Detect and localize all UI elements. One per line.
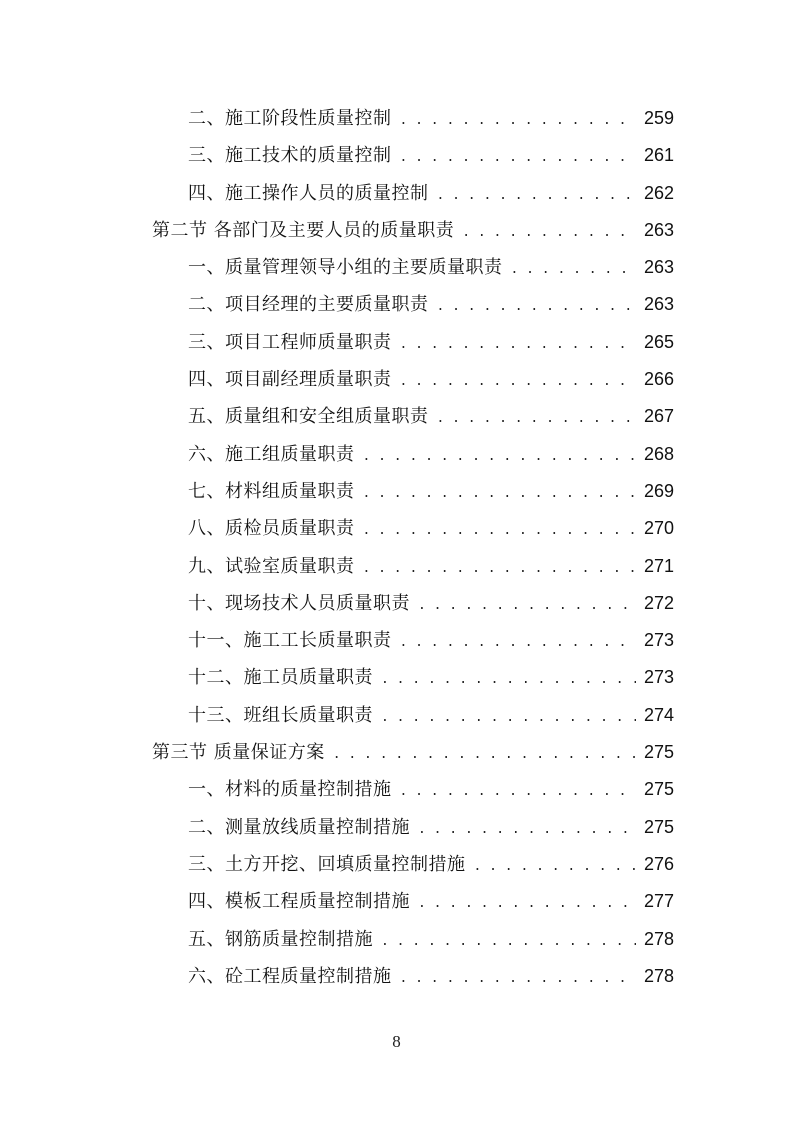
toc-entry-page: 272 xyxy=(643,592,674,613)
toc-entry[interactable] xyxy=(152,175,674,212)
toc-entry[interactable] xyxy=(152,921,674,958)
toc-entry-page: 273 xyxy=(643,630,674,651)
toc-entry-title: 六、施工组质量职责 xyxy=(188,443,355,465)
toc-entry-page: 278 xyxy=(643,928,674,949)
toc-section-entry[interactable] xyxy=(152,734,674,771)
table-of-contents xyxy=(152,100,674,995)
toc-dot-leader xyxy=(462,214,636,251)
toc-entry-page: 271 xyxy=(643,555,674,576)
toc-dot-leader xyxy=(400,139,637,176)
toc-entry[interactable] xyxy=(152,137,674,174)
toc-entry[interactable] xyxy=(152,473,674,510)
toc-entry-page: 259 xyxy=(643,108,674,128)
toc-entry-page: 275 xyxy=(643,742,674,763)
toc-entry-page: 278 xyxy=(643,965,674,986)
toc-entry[interactable] xyxy=(152,436,674,473)
toc-dot-leader xyxy=(400,102,637,139)
toc-dot-leader xyxy=(474,848,637,885)
toc-entry-title: 二、施工阶段性质量控制 xyxy=(188,108,392,129)
toc-entry[interactable] xyxy=(152,883,674,920)
toc-entry-page: 265 xyxy=(643,331,674,352)
toc-entry-title: 四、施工操作人员的质量控制 xyxy=(188,182,429,204)
toc-entry-title: 三、施工技术的质量控制 xyxy=(188,145,392,167)
toc-entry-page: 270 xyxy=(643,518,674,539)
toc-dot-leader xyxy=(381,661,636,698)
toc-entry[interactable] xyxy=(152,361,674,398)
toc-entry-title: 一、材料的质量控制措施 xyxy=(188,779,392,801)
toc-entry-title: 七、材料组质量职责 xyxy=(188,480,355,502)
toc-dot-leader xyxy=(363,438,637,475)
toc-entry-page: 266 xyxy=(643,369,674,390)
toc-entry-title: 九、试验室质量职责 xyxy=(188,555,355,577)
toc-dot-leader xyxy=(418,885,636,922)
toc-entry-page: 263 xyxy=(643,294,674,315)
toc-entry-title: 四、模板工程质量控制措施 xyxy=(188,891,410,913)
toc-entry-title: 二、测量放线质量控制措施 xyxy=(188,816,410,838)
toc-entry-page: 262 xyxy=(643,182,674,203)
toc-dot-leader xyxy=(363,512,637,549)
toc-entry-title: 四、项目副经理质量职责 xyxy=(188,369,392,391)
toc-entry[interactable] xyxy=(152,585,674,622)
toc-entry-page: 263 xyxy=(643,257,674,278)
toc-dot-leader xyxy=(363,550,637,587)
toc-entry-page: 275 xyxy=(643,816,674,837)
toc-dot-leader xyxy=(437,177,637,214)
toc-entry-title: 八、质检员质量职责 xyxy=(188,518,355,540)
toc-dot-leader xyxy=(437,400,637,437)
toc-entry-page: 263 xyxy=(643,219,674,240)
toc-dot-leader xyxy=(511,251,637,288)
toc-entry-title: 六、砼工程质量控制措施 xyxy=(188,965,392,987)
toc-dot-leader xyxy=(400,773,637,810)
toc-entry[interactable] xyxy=(152,398,674,435)
toc-entry-title: 五、钢筋质量控制措施 xyxy=(188,928,373,950)
toc-section-entry[interactable] xyxy=(152,212,674,249)
toc-entry[interactable] xyxy=(152,286,674,323)
toc-entry-title: 第二节 各部门及主要人员的质量职责 xyxy=(152,219,455,241)
toc-entry-title: 一、质量管理领导小组的主要质量职责 xyxy=(188,257,503,279)
toc-entry-title: 三、土方开挖、回填质量控制措施 xyxy=(188,853,466,875)
toc-entry-page: 274 xyxy=(643,704,674,725)
toc-dot-leader xyxy=(437,288,637,325)
toc-entry[interactable] xyxy=(152,249,674,286)
toc-dot-leader xyxy=(400,326,637,363)
toc-entry-title: 第三节 质量保证方案 xyxy=(152,742,325,764)
toc-entry[interactable] xyxy=(152,622,674,659)
toc-entry-title: 三、项目工程师质量职责 xyxy=(188,331,392,353)
toc-entry[interactable] xyxy=(152,324,674,361)
toc-entry[interactable] xyxy=(152,771,674,808)
toc-entry-title: 十三、班组长质量职责 xyxy=(188,704,373,726)
toc-entry-title: 十二、施工员质量职责 xyxy=(188,667,373,689)
toc-entry[interactable] xyxy=(152,697,674,734)
toc-entry-page: 267 xyxy=(643,406,674,427)
toc-entry-page: 261 xyxy=(643,145,674,166)
toc-entry-title: 二、项目经理的主要质量职责 xyxy=(188,294,429,316)
toc-entry-title: 十、现场技术人员质量职责 xyxy=(188,592,410,614)
toc-entry[interactable] xyxy=(152,809,674,846)
toc-dot-leader xyxy=(381,923,636,960)
toc-entry-page: 268 xyxy=(643,443,674,464)
toc-dot-leader xyxy=(333,736,636,773)
toc-entry[interactable] xyxy=(152,100,674,137)
toc-dot-leader xyxy=(418,811,636,848)
toc-entry[interactable] xyxy=(152,548,674,585)
toc-entry[interactable] xyxy=(152,958,674,995)
toc-dot-leader xyxy=(363,475,637,512)
toc-entry[interactable] xyxy=(152,510,674,547)
toc-entry[interactable] xyxy=(152,846,674,883)
toc-dot-leader xyxy=(400,624,637,661)
toc-entry-page: 276 xyxy=(643,853,674,874)
toc-entry[interactable] xyxy=(152,659,674,696)
toc-entry-title: 十一、施工工长质量职责 xyxy=(188,630,392,652)
toc-dot-leader xyxy=(381,699,636,736)
toc-entry-page: 277 xyxy=(643,891,674,912)
toc-entry-page: 269 xyxy=(643,480,674,501)
toc-entry-title: 五、质量组和安全组质量职责 xyxy=(188,406,429,428)
toc-dot-leader xyxy=(418,587,636,624)
page-number: 8 xyxy=(392,1032,401,1051)
toc-dot-leader xyxy=(400,363,637,400)
toc-entry-page: 273 xyxy=(643,667,674,688)
toc-entry-page: 275 xyxy=(643,779,674,800)
toc-dot-leader xyxy=(400,960,637,997)
